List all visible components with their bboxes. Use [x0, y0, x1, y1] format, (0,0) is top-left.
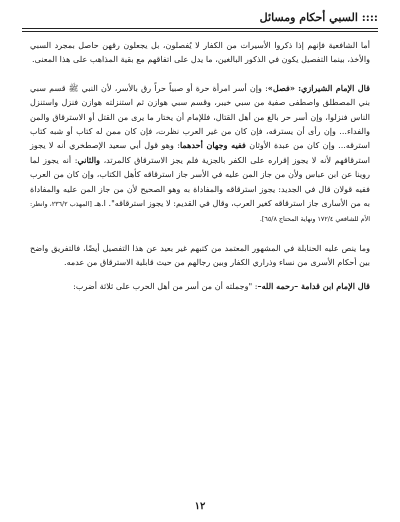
paragraph-gap [30, 67, 370, 81]
quote-attribution: قال الإمام الشيرازي: [298, 82, 370, 93]
bold-phrase: ففيه وجهان أحدهما [179, 140, 246, 151]
header-ornament: :::: [361, 10, 378, 24]
header-title: السبي أحكام ومسائل [259, 10, 358, 24]
running-header [22, 6, 378, 28]
paragraph-shirazi-quote: قال الإمام الشيرازي: «فصل»: وإن أسر امرأة حرة أو صبياً حراً رق بالأسر، لأن النبي ﷺ قسم سبي بني المصطلق واصطفى صفية من سبي خيبر، وقسم سبي هوازن ثم استنزلته هوازن فنزل واستنزل الناس فنزلوا، وإن أسر حر بالغ من أهل القتال، فللإمام أن يختار ما يرى من القتل أو الاسترقاق والمن والفداء... وإن رأى أن يسترقه، فإن كان من غير العرب نظرت، فإن كان ممن له كتاب أو شبه كتاب استرقه... وإن كان من عبدة الأوثان ففيه وجهان أحدهما: وهو قول أبي سعيد الإصطخري أنه لا يجوز استرقاقهم لأنه لا يجوز إقراره على الكفر بالجزية فلم يجز الاسترقاق كالمرتد، والثاني: أنه يجوز لما روينا عن ابن عباس ولأن من جاز المن عليه في الأسر جاز استرقاقه كأهل الكتاب، وإن كان من العرب ففيه قولان قال في الجديد: يجوز استرقاقه والمفاداة به وهو الصحيح لأن من جاز المن عليه والمفاداة به من الأسارى جاز استرقاقه كغير العرب، وقال في القديم: لا يجوز استرقاقه". ا.هـ [المهذب ٢٣٦/٢، وانظر: الأم للشافعي ١٧٢/٤ ونهاية المحتاج ٦٥/٨]. [30, 82, 370, 224]
header-divider [22, 28, 378, 32]
paragraph-ibn-qudama: قال الإمام ابن قدامة –رحمه الله–: "وجملته أن من أسر من أهل الحرب على ثلاثة أضرب: [73, 280, 370, 291]
citation-reference: [المهذب ٢٣٦/٢، وانظر: الأم للشافعي ١٧٢/٤ ونهاية المحتاج ٦٥/٨]. [30, 200, 370, 224]
paragraph-gap [30, 270, 370, 279]
paragraph-hanabila: وما ينص عليه الحنابلة في المشهور المعتمد من كتبهم غير بعيد عن هذا التفصيل أيضًا، فالتفريق واضح بين أحكام الأسرى من نساء وذراري الكفار وبين رجالهم من حيث قابلية الاسترقاق من عدمه. [30, 242, 370, 268]
paragraph-gap [30, 227, 370, 241]
page-number: ١٢ [194, 501, 206, 512]
page-body [30, 38, 370, 293]
quote-attribution: قال الإمام ابن قدامة –رحمه الله– [257, 280, 370, 291]
paragraph-shafiiya: أما الشافعية فإنهم إذا ذكروا الأسيرات من الكفار لا يُفصلون، بل يجعلون رقهن حاصل بمجرد السبي والأخذ، بينما التفصيل يكون في الذكور البالغين، ما يدل على اتفاقهم مع بقية المذاهب على هذا المعنى. [30, 40, 370, 65]
bold-phrase: والثاني [77, 154, 100, 165]
section-label: «فصل» [267, 82, 295, 93]
